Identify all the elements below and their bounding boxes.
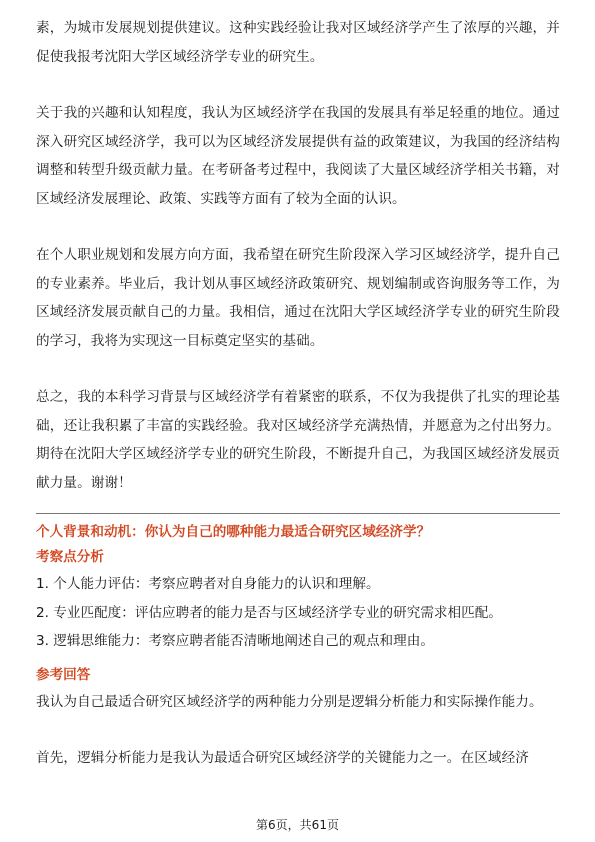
document-page bbox=[36, 14, 560, 773]
body-paragraph: 关于我的兴趣和认知程度，我认为区域经济学在我国的发展具有举足轻重的地位。通过深入研究区域经济学，我可以为区域经济发展提供有益的政策建议，为我国的经济结构调整和转型升级贡献力量。在考研备考过程中，我阅读了大量区域经济学相关书籍，对区域经济发展理论、政策、实践等方面有了较为全面的认识。 bbox=[36, 105, 560, 207]
page-number: 第6页，共61页 bbox=[256, 818, 339, 832]
paragraph-spacer bbox=[36, 355, 560, 383]
question-title: 个人背景和动机：你认为自己的哪种能力最适合研究区域经济学？ bbox=[36, 524, 431, 540]
analysis-item: 3. 逻辑思维能力：考察应聘者能否清晰地阐述自己的观点和理由。 bbox=[36, 633, 434, 649]
section-divider bbox=[36, 513, 560, 514]
analysis-item: 2. 专业匹配度：评估应聘者的能力是否与区域经济学专业的研究需求相匹配。 bbox=[36, 604, 502, 621]
body-paragraph: 在个人职业规划和发展方向方面，我希望在研究生阶段深入学习区域经济学，提升自己的专业素养。毕业后，我计划从事区域经济政策研究、规划编制或咨询服务等工作，为区域经济发展贡献自己的力量。我相信，通过在沈阳大学区域经济学专业的研究生阶段的学习，我将为实现这一目标奠定坚实的基础。 bbox=[36, 247, 560, 349]
paragraph-spacer bbox=[36, 71, 560, 99]
answer-heading: 参考回答 bbox=[36, 666, 91, 683]
body-paragraph: 素，为城市发展规划提供建议。这种实践经验让我对区域经济学产生了浓厚的兴趣，并促使我报考沈阳大学区域经济学专业的研究生。 bbox=[36, 20, 560, 65]
body-paragraph: 总之，我的本科学习背景与区域经济学有着紧密的联系，不仅为我提供了扎实的理论基础，还让我积累了丰富的实践经验。我对区域经济学充满热情，并愿意为之付出努力。期待在沈阳大学区域经济学专业的研究生阶段，不断提升自己，为我国区域经济发展贡献力量。谢谢！ bbox=[36, 389, 560, 491]
analysis-heading: 考察点分析 bbox=[36, 549, 104, 565]
answer-paragraph: 我认为自己最适合研究区域经济学的两种能力分别是逻辑分析能力和实际操作能力。 bbox=[36, 693, 543, 710]
answer-paragraph: 首先，逻辑分析能力是我认为最适合研究区域经济学的关键能力之一。在区域经济 bbox=[36, 750, 529, 766]
analysis-item: 1. 个人能力评估：考察应聘者对自身能力的认识和理解。 bbox=[36, 576, 380, 592]
paragraph-spacer bbox=[36, 716, 560, 744]
paragraph-spacer bbox=[36, 213, 560, 241]
